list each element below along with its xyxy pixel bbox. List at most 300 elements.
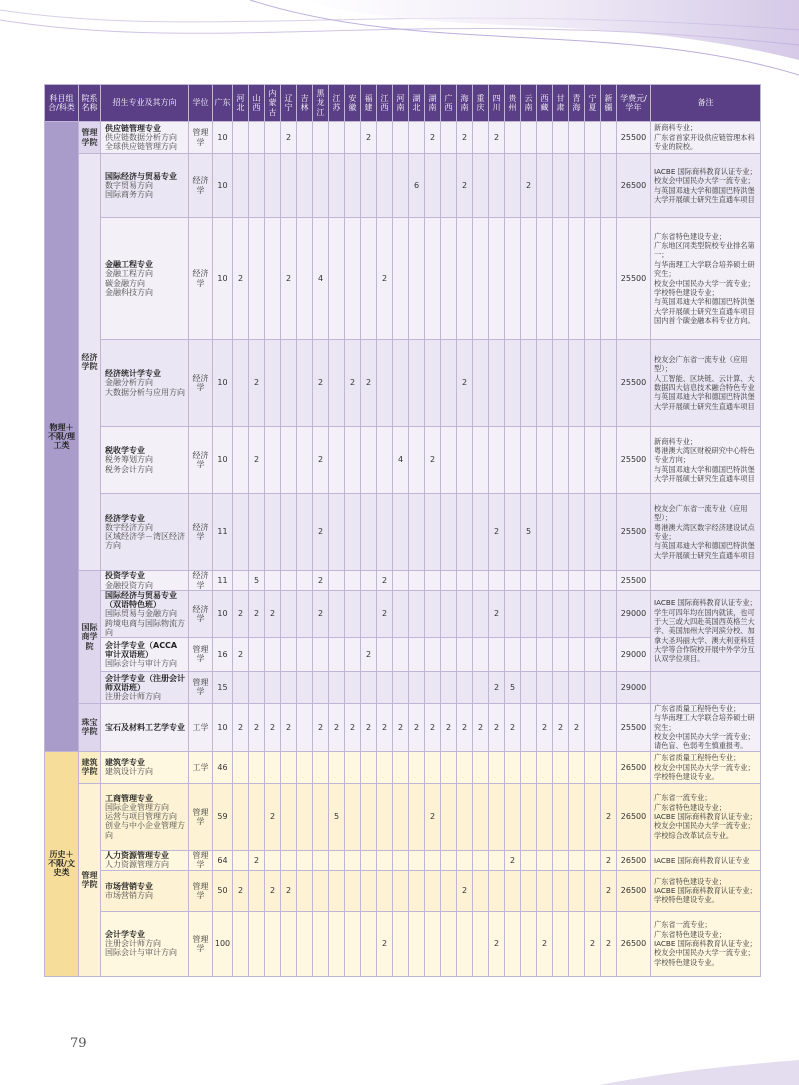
- quota-cell: 5: [249, 571, 265, 591]
- quota-cell: [281, 850, 297, 870]
- quota-cell: 2: [409, 703, 425, 751]
- fee-cell: 25500: [617, 340, 651, 427]
- quota-cell: [297, 751, 313, 783]
- quota-cell: 10: [213, 703, 233, 751]
- quota-cell: 59: [213, 783, 233, 850]
- quota-cell: [377, 870, 393, 911]
- quota-cell: 2: [537, 911, 553, 976]
- quota-cell: [425, 911, 441, 976]
- quota-cell: [425, 218, 441, 340]
- major-cell: [101, 571, 189, 591]
- table-row: [45, 494, 761, 571]
- remark-cell: [651, 571, 761, 591]
- quota-cell: [377, 751, 393, 783]
- fee-cell: 25500: [617, 122, 651, 154]
- quota-cell: [377, 122, 393, 154]
- remark-cell: 广东省一流专业； 广东省特色建设专业； IACBE 国际商科教育认证专业； 校友会中国民办大学一流专业； 学校综合改革试点专业。: [651, 783, 761, 850]
- quota-cell: [233, 911, 249, 976]
- quota-cell: [265, 671, 281, 703]
- quota-cell: [329, 751, 345, 783]
- major-name: 投资学专业: [105, 571, 145, 581]
- quota-cell: 2: [473, 703, 489, 751]
- quota-cell: [441, 671, 457, 703]
- major-name: 国际经济与贸易专业: [105, 171, 177, 181]
- quota-cell: [537, 671, 553, 703]
- quota-cell: [345, 154, 361, 218]
- major-cell: [101, 850, 189, 870]
- quota-cell: [521, 850, 537, 870]
- quota-cell: 2: [585, 911, 601, 976]
- major-cell: [101, 591, 189, 638]
- quota-cell: [409, 751, 425, 783]
- major-directions: 数字贸易方向 国际商务方向: [105, 180, 153, 200]
- fee-cell: 25500: [617, 218, 651, 340]
- quota-cell: [489, 751, 505, 783]
- quota-cell: [329, 494, 345, 571]
- quota-cell: [569, 340, 585, 427]
- quota-cell: [409, 571, 425, 591]
- remark-cell: 广东省特色建设专业； 广东地区同类型院校专业排名第一； 与华南理工大学联合培养硕士研究生； 校友会中国民办大学一流专业； 学校特色建设专业； 与英国邓迪大学和德国巴特洪堡大学开展硕士研究生直通车项目 国内首个碳金融本科专业方向。: [651, 218, 761, 340]
- remark-cell: 广东省质量工程特色专业； 与华南理工大学联合培养硕士研究生； 校友会中国民办大学一流专业； 请色盲、色弱考生慎重报考。: [651, 703, 761, 751]
- quota-cell: [521, 427, 537, 494]
- quota-cell: [249, 911, 265, 976]
- quota-cell: [329, 870, 345, 911]
- quota-cell: [345, 591, 361, 638]
- quota-cell: [441, 637, 457, 671]
- quota-cell: 2: [281, 122, 297, 154]
- quota-cell: [377, 154, 393, 218]
- quota-cell: [521, 637, 537, 671]
- quota-cell: [281, 427, 297, 494]
- quota-cell: [601, 154, 617, 218]
- category-cell: 历史＋不限/文史类: [45, 751, 79, 976]
- quota-cell: [553, 218, 569, 340]
- fee-cell: 26500: [617, 751, 651, 783]
- major-name: 会计学专业（ACCA 审计双语班）: [105, 640, 178, 659]
- quota-cell: [313, 671, 329, 703]
- remark-cell: 广东省质量工程特色专业； 校友会中国民办大学一流专业； 学校特色建设专业。: [651, 751, 761, 783]
- quota-cell: [361, 870, 377, 911]
- quota-cell: [329, 154, 345, 218]
- quota-cell: [585, 870, 601, 911]
- quota-cell: [441, 751, 457, 783]
- quota-cell: [537, 591, 553, 638]
- degree-cell: 管理学: [189, 870, 213, 911]
- quota-cell: 2: [601, 783, 617, 850]
- table-row: [45, 218, 761, 340]
- quota-cell: [585, 427, 601, 494]
- quota-cell: [329, 340, 345, 427]
- quota-cell: [473, 783, 489, 850]
- quota-cell: [601, 703, 617, 751]
- quota-cell: [233, 751, 249, 783]
- quota-cell: 2: [265, 783, 281, 850]
- quota-cell: [569, 218, 585, 340]
- quota-cell: 10: [213, 427, 233, 494]
- quota-cell: 10: [213, 591, 233, 638]
- quota-cell: [569, 637, 585, 671]
- major-name: 供应链管理专业: [105, 123, 161, 133]
- quota-cell: 2: [457, 122, 473, 154]
- quota-cell: 2: [265, 591, 281, 638]
- quota-cell: 2: [521, 154, 537, 218]
- quota-cell: [505, 571, 521, 591]
- quota-cell: [281, 637, 297, 671]
- quota-cell: [409, 494, 425, 571]
- quota-cell: [585, 783, 601, 850]
- quota-cell: 2: [361, 703, 377, 751]
- quota-cell: 100: [213, 911, 233, 976]
- major-name: 会计学专业: [105, 929, 145, 939]
- quota-cell: [441, 870, 457, 911]
- header-province: 青海: [569, 85, 585, 122]
- remark-cell: IACBE 国际商科教育认证专业: [651, 850, 761, 870]
- quota-cell: [521, 122, 537, 154]
- quota-cell: [457, 571, 473, 591]
- quota-cell: [569, 911, 585, 976]
- quota-cell: [409, 850, 425, 870]
- quota-cell: [249, 122, 265, 154]
- quota-cell: [473, 911, 489, 976]
- quota-cell: [377, 427, 393, 494]
- quota-cell: [553, 154, 569, 218]
- quota-cell: [281, 494, 297, 571]
- quota-cell: [233, 122, 249, 154]
- quota-cell: [409, 637, 425, 671]
- quota-cell: [393, 783, 409, 850]
- quota-cell: [265, 751, 281, 783]
- quota-cell: [473, 637, 489, 671]
- quota-cell: [441, 571, 457, 591]
- quota-cell: [553, 637, 569, 671]
- major-directions: 税务筹划方向 税务会计方向: [105, 455, 153, 474]
- quota-cell: [505, 911, 521, 976]
- quota-cell: [361, 494, 377, 571]
- quota-cell: [537, 494, 553, 571]
- quota-cell: [521, 218, 537, 340]
- quota-cell: [393, 571, 409, 591]
- header-remark: 备注: [651, 85, 761, 122]
- quota-cell: 2: [425, 703, 441, 751]
- quota-cell: [601, 340, 617, 427]
- quota-cell: [601, 218, 617, 340]
- table-row: [45, 671, 761, 703]
- quota-cell: [553, 850, 569, 870]
- quota-cell: [537, 751, 553, 783]
- quota-cell: [569, 571, 585, 591]
- quota-cell: [489, 870, 505, 911]
- quota-cell: [473, 591, 489, 638]
- major-directions: 金融工程方向 碳金融方向 金融科技方向: [105, 269, 153, 297]
- quota-cell: [489, 340, 505, 427]
- decorative-wave-header: [0, 0, 799, 90]
- quota-cell: [233, 571, 249, 591]
- quota-cell: [569, 494, 585, 571]
- quota-cell: [249, 751, 265, 783]
- quota-cell: 2: [601, 870, 617, 911]
- quota-cell: [505, 340, 521, 427]
- quota-cell: [425, 671, 441, 703]
- quota-cell: [329, 427, 345, 494]
- quota-cell: 2: [361, 637, 377, 671]
- degree-cell: 管理学: [189, 783, 213, 850]
- quota-cell: [521, 703, 537, 751]
- quota-cell: [601, 122, 617, 154]
- quota-cell: [569, 122, 585, 154]
- quota-cell: [361, 427, 377, 494]
- quota-cell: [313, 637, 329, 671]
- major-cell: [101, 218, 189, 340]
- quota-cell: 2: [281, 703, 297, 751]
- header-province: 河北: [233, 85, 249, 122]
- quota-cell: [249, 218, 265, 340]
- college-cell: 管理学院: [79, 783, 101, 976]
- quota-cell: 2: [249, 703, 265, 751]
- major-directions: 国际企业管理方向 运营与项目管理方向 创业与中小企业管理方向: [105, 802, 185, 840]
- quota-cell: [329, 218, 345, 340]
- college-cell: 管理学院: [79, 122, 101, 154]
- major-cell: [101, 340, 189, 427]
- quota-cell: [441, 494, 457, 571]
- quota-cell: [569, 751, 585, 783]
- quota-cell: [249, 870, 265, 911]
- quota-cell: [393, 122, 409, 154]
- quota-cell: [569, 783, 585, 850]
- quota-cell: [537, 427, 553, 494]
- quota-cell: 15: [213, 671, 233, 703]
- quota-cell: 2: [601, 911, 617, 976]
- quota-cell: 2: [281, 870, 297, 911]
- quota-cell: 2: [505, 850, 521, 870]
- quota-cell: [297, 850, 313, 870]
- quota-cell: [585, 637, 601, 671]
- quota-cell: [249, 494, 265, 571]
- quota-cell: [297, 870, 313, 911]
- fee-cell: 25500: [617, 703, 651, 751]
- quota-cell: [473, 340, 489, 427]
- quota-cell: [393, 671, 409, 703]
- quota-cell: [297, 703, 313, 751]
- major-cell: [101, 783, 189, 850]
- quota-cell: 2: [489, 494, 505, 571]
- major-directions: 注册会计师方向 国际会计与审计方向: [105, 939, 177, 958]
- quota-cell: [313, 751, 329, 783]
- quota-cell: [553, 122, 569, 154]
- quota-cell: [409, 671, 425, 703]
- quota-cell: [361, 154, 377, 218]
- quota-cell: 2: [233, 870, 249, 911]
- quota-cell: 2: [457, 870, 473, 911]
- quota-cell: 10: [213, 218, 233, 340]
- fee-cell: 26500: [617, 850, 651, 870]
- quota-cell: [297, 591, 313, 638]
- quota-cell: [313, 870, 329, 911]
- quota-cell: [585, 591, 601, 638]
- quota-cell: 2: [425, 122, 441, 154]
- quota-cell: 2: [233, 591, 249, 638]
- major-directions: 国际贸易与金融方向 跨境电商与国际物流方向: [105, 609, 185, 637]
- major-cell: [101, 671, 189, 703]
- quota-cell: 2: [441, 703, 457, 751]
- header-province: 河南: [393, 85, 409, 122]
- quota-cell: [249, 637, 265, 671]
- quota-cell: [425, 870, 441, 911]
- quota-cell: 2: [457, 340, 473, 427]
- major-cell: [101, 870, 189, 911]
- quota-cell: [281, 571, 297, 591]
- quota-cell: 5: [505, 671, 521, 703]
- quota-cell: [297, 494, 313, 571]
- quota-cell: [345, 850, 361, 870]
- quota-cell: [425, 154, 441, 218]
- quota-cell: [329, 911, 345, 976]
- quota-cell: [425, 850, 441, 870]
- quota-cell: [425, 494, 441, 571]
- quota-cell: [489, 850, 505, 870]
- header-province: 黑龙江: [313, 85, 329, 122]
- quota-cell: 2: [313, 703, 329, 751]
- quota-cell: 4: [393, 427, 409, 494]
- quota-cell: [521, 671, 537, 703]
- table-row: [45, 703, 761, 751]
- quota-cell: [537, 850, 553, 870]
- college-cell: 珠宝学院: [79, 703, 101, 751]
- quota-cell: [409, 783, 425, 850]
- quota-cell: [425, 751, 441, 783]
- quota-cell: [585, 850, 601, 870]
- quota-cell: [521, 591, 537, 638]
- quota-cell: [569, 671, 585, 703]
- quota-cell: [473, 751, 489, 783]
- quota-cell: [585, 751, 601, 783]
- quota-cell: [489, 783, 505, 850]
- quota-cell: [361, 671, 377, 703]
- quota-cell: 2: [377, 703, 393, 751]
- quota-cell: 2: [377, 218, 393, 340]
- quota-cell: [441, 218, 457, 340]
- quota-cell: [329, 571, 345, 591]
- major-directions: 建筑设计方向: [105, 767, 153, 777]
- quota-cell: 5: [521, 494, 537, 571]
- quota-cell: [265, 427, 281, 494]
- quota-cell: [537, 783, 553, 850]
- quota-cell: 2: [265, 870, 281, 911]
- quota-cell: [393, 870, 409, 911]
- quota-cell: 2: [489, 122, 505, 154]
- quota-cell: [313, 783, 329, 850]
- quota-cell: 11: [213, 494, 233, 571]
- major-directions: 注册会计师方向: [105, 692, 161, 702]
- quota-cell: [297, 154, 313, 218]
- header-province: 山西: [249, 85, 265, 122]
- quota-cell: 2: [313, 427, 329, 494]
- quota-cell: 2: [313, 494, 329, 571]
- quota-cell: [441, 783, 457, 850]
- header-province: 湖南: [425, 85, 441, 122]
- quota-cell: [345, 870, 361, 911]
- quota-cell: [585, 154, 601, 218]
- quota-cell: 64: [213, 850, 233, 870]
- quota-cell: [537, 218, 553, 340]
- major-name: 会计学专业（注册会计师双语班）: [105, 673, 185, 692]
- quota-cell: [393, 591, 409, 638]
- quota-cell: [441, 591, 457, 638]
- quota-cell: [585, 340, 601, 427]
- major-directions: 金融投资方向: [105, 580, 153, 590]
- quota-cell: [569, 154, 585, 218]
- remark-cell: IACBE 国际商科教育认证专业； 学生可四年均在国内就读，也可于大三或大四赴英国西英格兰大学、美国加州大学河滨分校、加拿大圣玛丽大学、澳大利亚科廷大学等合作院校开展中外学分互认双学位项目。: [651, 591, 761, 672]
- quota-cell: [345, 911, 361, 976]
- degree-cell: 管理学: [189, 850, 213, 870]
- quota-cell: [425, 591, 441, 638]
- header-province: 宁夏: [585, 85, 601, 122]
- quota-cell: [233, 671, 249, 703]
- fee-cell: 26500: [617, 783, 651, 850]
- table-row: [45, 911, 761, 976]
- remark-cell: 校友会广东省一流专业（应用型）； 人工智能、区块链、云计算、大数据四大信息技术融合特色专业 与英国邓迪大学和德国巴特洪堡大学开展硕士研究生直通车项目: [651, 340, 761, 427]
- quota-cell: 2: [377, 571, 393, 591]
- major-name: 宝石及材料工艺学专业: [105, 722, 185, 732]
- quota-cell: [281, 340, 297, 427]
- major-directions: 供应链数据分析方向 全球供应链管理方向: [105, 132, 177, 152]
- quota-cell: 2: [425, 783, 441, 850]
- remark-cell: [651, 671, 761, 703]
- quota-cell: 2: [249, 427, 265, 494]
- quota-cell: [537, 870, 553, 911]
- quota-cell: 2: [489, 591, 505, 638]
- major-name: 经济学专业: [105, 513, 145, 523]
- decorative-footer-bar: [599, 1060, 799, 1085]
- quota-cell: [505, 122, 521, 154]
- quota-cell: [393, 494, 409, 571]
- table-row: [45, 591, 761, 638]
- quota-cell: 2: [489, 703, 505, 751]
- quota-cell: [361, 783, 377, 850]
- quota-cell: [537, 340, 553, 427]
- table-row: [45, 850, 761, 870]
- quota-cell: [233, 850, 249, 870]
- major-name: 经济统计学专业: [105, 369, 161, 379]
- quota-cell: [521, 340, 537, 427]
- quota-cell: [377, 671, 393, 703]
- degree-cell: 工学: [189, 703, 213, 751]
- quota-cell: [569, 870, 585, 911]
- quota-cell: 2: [425, 427, 441, 494]
- quota-cell: [393, 218, 409, 340]
- header-province: 广西: [441, 85, 457, 122]
- quota-cell: 2: [553, 703, 569, 751]
- header-degree: 学位: [189, 85, 213, 122]
- quota-cell: [345, 494, 361, 571]
- quota-cell: [329, 122, 345, 154]
- major-cell: [101, 427, 189, 494]
- quota-cell: [393, 850, 409, 870]
- quota-cell: [489, 571, 505, 591]
- header-province: 贵州: [505, 85, 521, 122]
- quota-cell: 4: [313, 218, 329, 340]
- quota-cell: [489, 154, 505, 218]
- quota-cell: 6: [409, 154, 425, 218]
- quota-cell: [361, 591, 377, 638]
- quota-cell: 2: [313, 591, 329, 638]
- remark-cell: 广东省特色建设专业； IACBE 国际商科教育认证专业； 学校特色建设专业。: [651, 870, 761, 911]
- quota-cell: [377, 783, 393, 850]
- quota-cell: 2: [265, 703, 281, 751]
- quota-cell: 2: [233, 218, 249, 340]
- header-province: 湖北: [409, 85, 425, 122]
- fee-cell: 26500: [617, 870, 651, 911]
- quota-cell: [457, 427, 473, 494]
